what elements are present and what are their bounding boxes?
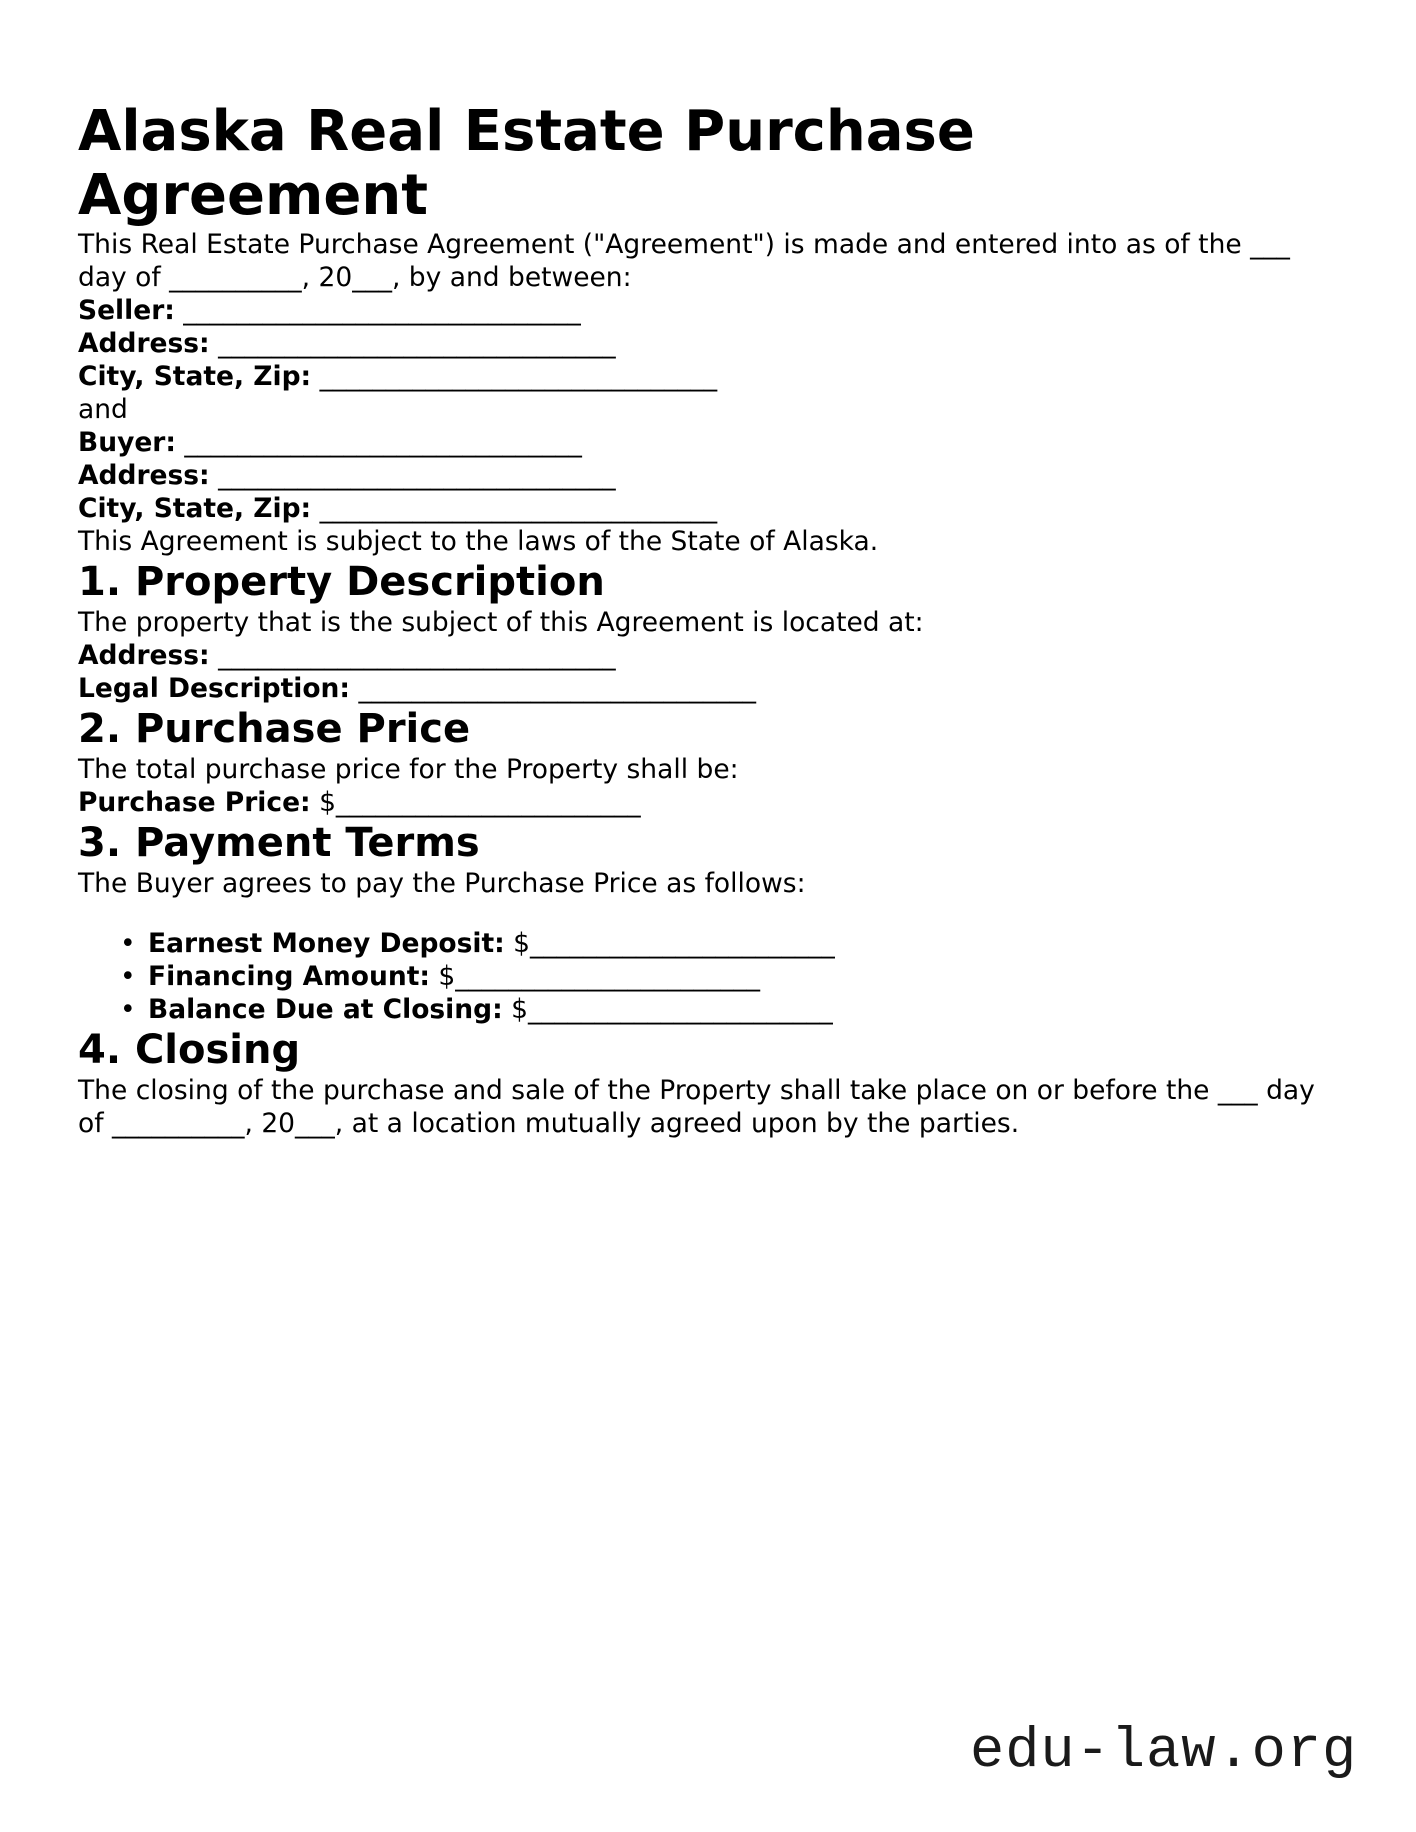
and-separator: and <box>78 394 128 425</box>
intro-paragraph: This Real Estate Purchase Agreement ("Agreement") is made and entered into as of the ___ day of __________, 20___, by and between: <box>78 229 1290 293</box>
document-page <box>78 0 1338 1140</box>
seller-city-state-zip-blank[interactable]: ______________________________ <box>311 361 718 392</box>
governing-law-paragraph: This Agreement is subject to the laws of the State of Alaska. <box>78 526 879 557</box>
financing-amount-label: Financing Amount: <box>148 961 430 992</box>
property-address-label: Address: <box>78 640 210 671</box>
payment-terms-list <box>78 927 1338 1026</box>
payment-terms-text: The Buyer agrees to pay the Purchase Price as follows: <box>78 868 806 899</box>
seller-address-label: Address: <box>78 328 210 359</box>
buyer-address-field[interactable] <box>78 459 1338 492</box>
financing-amount-blank[interactable]: $_______________________ <box>429 961 761 992</box>
bullet-icon: • <box>120 961 136 992</box>
section-heading-property-description: 1. Property Description <box>78 559 605 605</box>
property-description-text: The property that is the subject of this Agreement is located at: <box>78 607 924 638</box>
list-item-financing-amount[interactable] <box>120 960 1338 993</box>
section-heading-closing: 4. Closing <box>78 1027 301 1073</box>
list-item-balance-due-at-closing[interactable] <box>120 993 1338 1026</box>
buyer-city-state-zip-field[interactable] <box>78 492 1338 525</box>
balance-due-at-closing-blank[interactable]: $_______________________ <box>502 994 833 1025</box>
bullet-icon: • <box>120 928 136 959</box>
purchase-price-label: Purchase Price: <box>78 787 311 818</box>
seller-name-field[interactable] <box>78 294 1338 327</box>
seller-address-field[interactable] <box>78 327 1338 360</box>
buyer-address-blank[interactable]: ______________________________ <box>209 460 616 491</box>
property-address-field[interactable] <box>78 639 1338 672</box>
seller-name-blank[interactable]: ______________________________ <box>174 295 581 326</box>
list-item-earnest-money-deposit[interactable] <box>120 927 1338 960</box>
seller-city-state-zip-field[interactable] <box>78 360 1338 393</box>
legal-description-label: Legal Description: <box>78 673 351 704</box>
legal-description-blank[interactable]: ______________________________ <box>350 673 756 704</box>
seller-city-state-zip-label: City, State, Zip: <box>78 361 312 392</box>
closing-text: The closing of the purchase and sale of the Property shall take place on or before the ___ day of __________, 20___, at a location mutually agreed upon by the parties. <box>78 1075 1315 1139</box>
earnest-money-deposit-blank[interactable]: $_______________________ <box>504 928 835 959</box>
seller-name-label: Seller: <box>78 295 175 326</box>
property-address-blank[interactable]: ______________________________ <box>209 640 616 671</box>
balance-due-at-closing-label: Balance Due at Closing: <box>148 994 503 1025</box>
buyer-city-state-zip-blank[interactable]: ______________________________ <box>311 493 718 524</box>
buyer-name-label: Buyer: <box>78 427 176 458</box>
buyer-address-label: Address: <box>78 460 210 491</box>
document-title: Alaska Real Estate Purchase Agreement <box>78 99 975 228</box>
purchase-price-field[interactable] <box>78 786 1338 819</box>
seller-address-blank[interactable]: ______________________________ <box>209 328 616 359</box>
watermark-text: edu-law.org <box>970 1720 1358 1784</box>
purchase-price-text: The total purchase price for the Property shall be: <box>78 754 739 785</box>
legal-description-field[interactable] <box>78 672 1338 705</box>
earnest-money-deposit-label: Earnest Money Deposit: <box>148 928 505 959</box>
buyer-name-blank[interactable]: ______________________________ <box>175 427 582 458</box>
buyer-city-state-zip-label: City, State, Zip: <box>78 493 312 524</box>
section-heading-purchase-price: 2. Purchase Price <box>78 706 471 752</box>
buyer-name-field[interactable] <box>78 426 1338 459</box>
section-heading-payment-terms: 3. Payment Terms <box>78 820 480 866</box>
purchase-price-blank[interactable]: $_______________________ <box>310 787 641 818</box>
bullet-icon: • <box>120 994 136 1025</box>
